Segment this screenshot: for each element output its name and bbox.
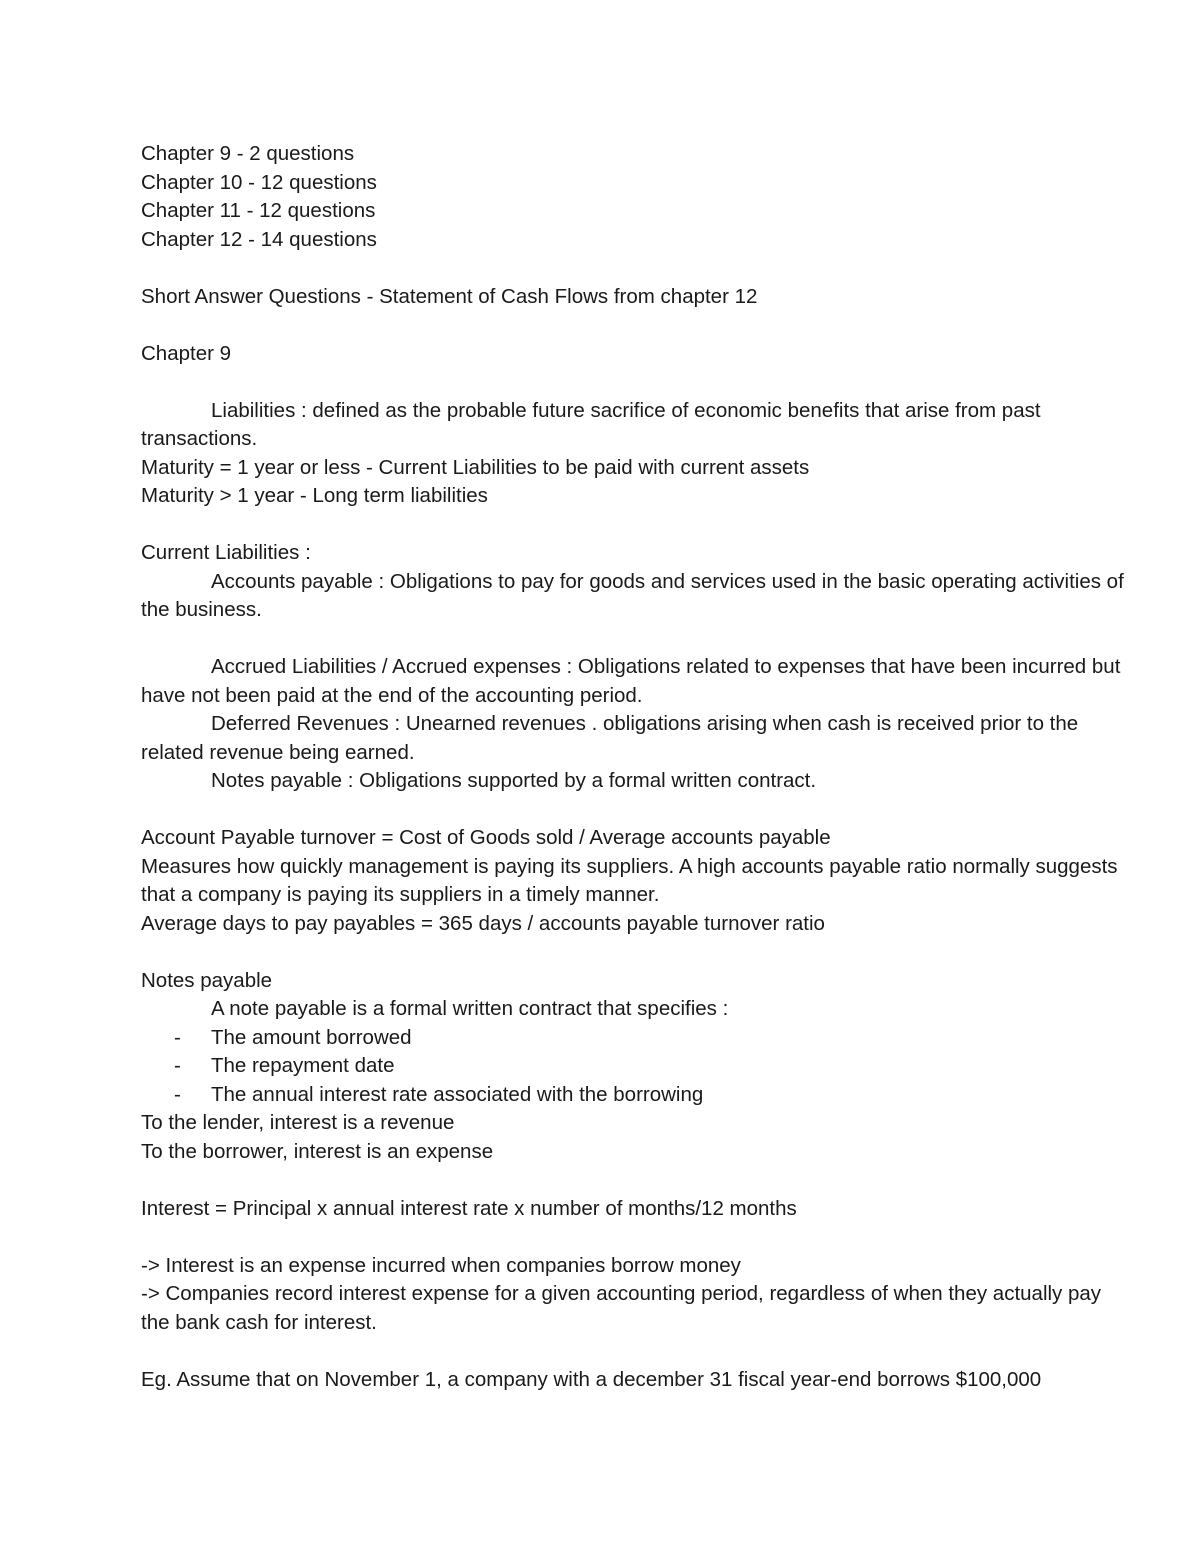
- maturity-short-line: Maturity = 1 year or less - Current Liabilities to be paid with current assets: [141, 455, 810, 479]
- deferred-revenues-definition: Deferred Revenues : Unearned revenues . obligations arising when cash is received prior to the related revenue being earned.: [141, 712, 1079, 764]
- spacer: [141, 254, 1131, 283]
- list-item: - The amount borrowed: [141, 1024, 1131, 1053]
- turnover-formula: Account Payable turnover = Cost of Goods sold / Average accounts payable: [141, 826, 831, 849]
- chapter-count-line: Chapter 12 - 14 questions: [141, 227, 377, 251]
- accrued-liabilities-definition: Accrued Liabilities / Accrued expenses : Obligations related to expenses that have been incurred but have not been paid at the end of the accounting period.: [141, 655, 1121, 707]
- notes-payable-definition: Notes payable : Obligations supported by a formal written contract.: [211, 769, 817, 792]
- chapter-count-line: Chapter 10 - 12 questions: [141, 170, 377, 194]
- list-item: - The annual interest rate associated with the borrowing: [141, 1081, 1131, 1110]
- spacer: [141, 1166, 1131, 1195]
- chapter-count-line: Chapter 11 - 12 questions: [141, 199, 376, 222]
- spacer: [141, 1337, 1131, 1366]
- example-line: Eg. Assume that on November 1, a company with a december 31 fiscal year-end borrows $100,000: [141, 1367, 1042, 1391]
- current-liabilities-heading: Current Liabilities :: [141, 541, 311, 564]
- chapter-count-line: Chapter 9 - 2 questions: [141, 142, 355, 165]
- chapter-heading: Chapter 9: [141, 341, 232, 365]
- spacer: [141, 311, 1131, 340]
- turnover-explanation: Measures how quickly management is paying its suppliers. A high accounts payable ratio normally suggests that a company is paying its suppliers in a timely manner.: [141, 854, 1118, 906]
- spacer: [141, 938, 1131, 967]
- days-to-pay-formula: Average days to pay payables = 365 days / accounts payable turnover ratio: [141, 911, 825, 935]
- spacer: [141, 368, 1131, 397]
- dash-bullet: -: [174, 1025, 181, 1049]
- interest-formula: Interest = Principal x annual interest rate x number of months/12 months: [141, 1196, 797, 1220]
- notes-payable-heading: Notes payable: [141, 968, 273, 992]
- spacer: [141, 796, 1131, 825]
- spacer: [141, 625, 1131, 654]
- interest-note: -> Interest is an expense incurred when companies borrow money: [141, 1253, 741, 1277]
- dash-bullet: -: [174, 1054, 181, 1077]
- spacer: [141, 511, 1131, 540]
- borrower-line: To the borrower, interest is an expense: [141, 1139, 494, 1163]
- list-item: - The repayment date: [141, 1052, 1131, 1081]
- maturity-long-line: Maturity > 1 year - Long term liabilities: [141, 484, 488, 507]
- document-page: [141, 140, 1131, 1394]
- accounts-payable-definition: Accounts payable : Obligations to pay for goods and services used in the basic operating activities of the business.: [141, 569, 1124, 621]
- liabilities-definition: Liabilities : defined as the probable future sacrifice of economic benefits that arise from past transactions.: [141, 398, 1041, 450]
- lender-line: To the lender, interest is a revenue: [141, 1111, 455, 1134]
- short-answer-line: Short Answer Questions - Statement of Cash Flows from chapter 12: [141, 284, 758, 308]
- notes-payable-intro: A note payable is a formal written contract that specifies :: [211, 997, 729, 1020]
- interest-note: -> Companies record interest expense for a given accounting period, regardless of when they actually pay the bank cash for interest.: [141, 1282, 1102, 1334]
- spacer: [141, 1223, 1131, 1252]
- dash-bullet: -: [174, 1082, 181, 1106]
